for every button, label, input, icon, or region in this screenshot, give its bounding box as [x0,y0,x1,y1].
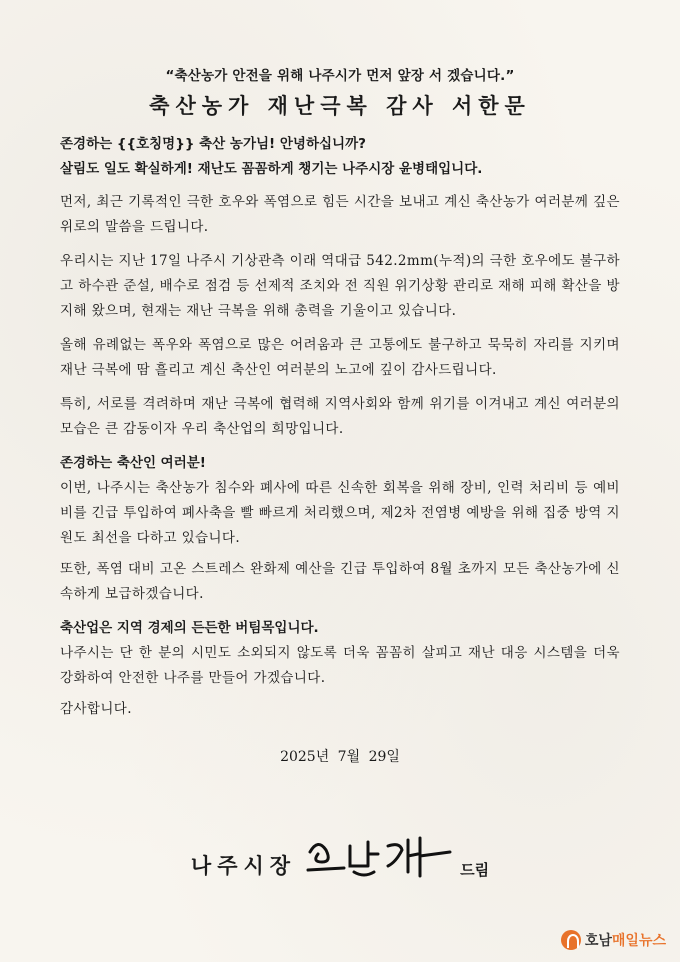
letter-subtitle: “축산농가 안전을 위해 나주시가 먼저 앞장 서 겠습니다.” [165,68,515,84]
paragraph-6: 또한, 폭염 대비 고온 스트레스 완화제 예산을 긴급 투입하여 8월 초까지 모든 축산농가에 신속하게 보급하겠습니다. [60,561,620,602]
letter-body [60,64,620,766]
paragraph-5: 이번, 나주시는 축산농가 침수와 폐사에 따른 신속한 회복을 위해 장비, 인력 처리비 등 예비비를 긴급 투입하여 폐사축을 빨 빠르게 처리했으며, 제2차 전염병 예방을 위해 집중 방역 지원도 최선을 다하고 있습니다. [60,480,620,546]
greeting-line-1: 존경하는 {{호칭명}} 축산 농가님! 안녕하십니까? [60,136,366,152]
paragraph-8: 감사합니다. [60,701,132,717]
logo-icon [561,930,581,950]
letter-date: 2025년 7월 29일 [280,749,400,765]
greeting [60,132,620,182]
section-heading-2: 축산업은 지역 경제의 든든한 버팀목입니다. [60,620,319,636]
paragraph-3: 올해 유례없는 폭우와 폭염으로 많은 어려움과 큰 고통에도 불구하고 묵묵히 자리를 지키며 재난 극복에 땀 흘리고 계신 축산인 여러분의 노고에 깊이 감사드립니다. [60,337,620,378]
greeting-line-2: 살림도 일도 확실하게! 재난도 꼼꼼하게 챙기는 나주시장 윤병태입니다. [60,161,483,177]
watermark-logo [561,930,666,950]
signature-block [0,832,680,880]
letter-title: 축산농가 재난극복 감사 서한문 [149,94,531,118]
logo-text-1: 호남 [584,933,612,949]
sign-off-suffix: 드림 [460,861,490,879]
paragraph-7: 나주시는 단 한 분의 시민도 소외되지 않도록 더욱 꼼꼼히 살피고 재난 대응 시스템을 더욱 강화하여 안전한 나주를 만들어 가겠습니다. [60,645,620,686]
handwritten-signature [304,832,454,880]
section-heading-1: 존경하는 축산인 여러분! [60,455,206,471]
paragraph-1: 먼저, 최근 기록적인 극한 호우와 폭염으로 힘든 시간을 보내고 계신 축산농가 여러분께 깊은 위로의 말씀을 드립니다. [60,194,620,235]
paragraph-2: 우리시는 지난 17일 나주시 기상관측 이래 역대급 542.2mm(누적)의 극한 호우에도 불구하고 하수관 준설, 배수로 점검 등 선제적 조치와 전 직원 위기상황 관리로 재해 피해 확산을 방지해 왔으며, 현재는 재난 극복을 위해 총력을 기울이고 있습니다. [60,253,620,319]
sender-title: 나주시장 [190,854,297,878]
paragraph-4: 특히, 서로를 격려하며 재난 극복에 협력해 지역사회와 함께 위기를 이겨내고 계신 여러분의 모습은 큰 감동이자 우리 축산업의 희망입니다. [60,396,620,437]
logo-text-2: 매일뉴스 [611,933,666,949]
